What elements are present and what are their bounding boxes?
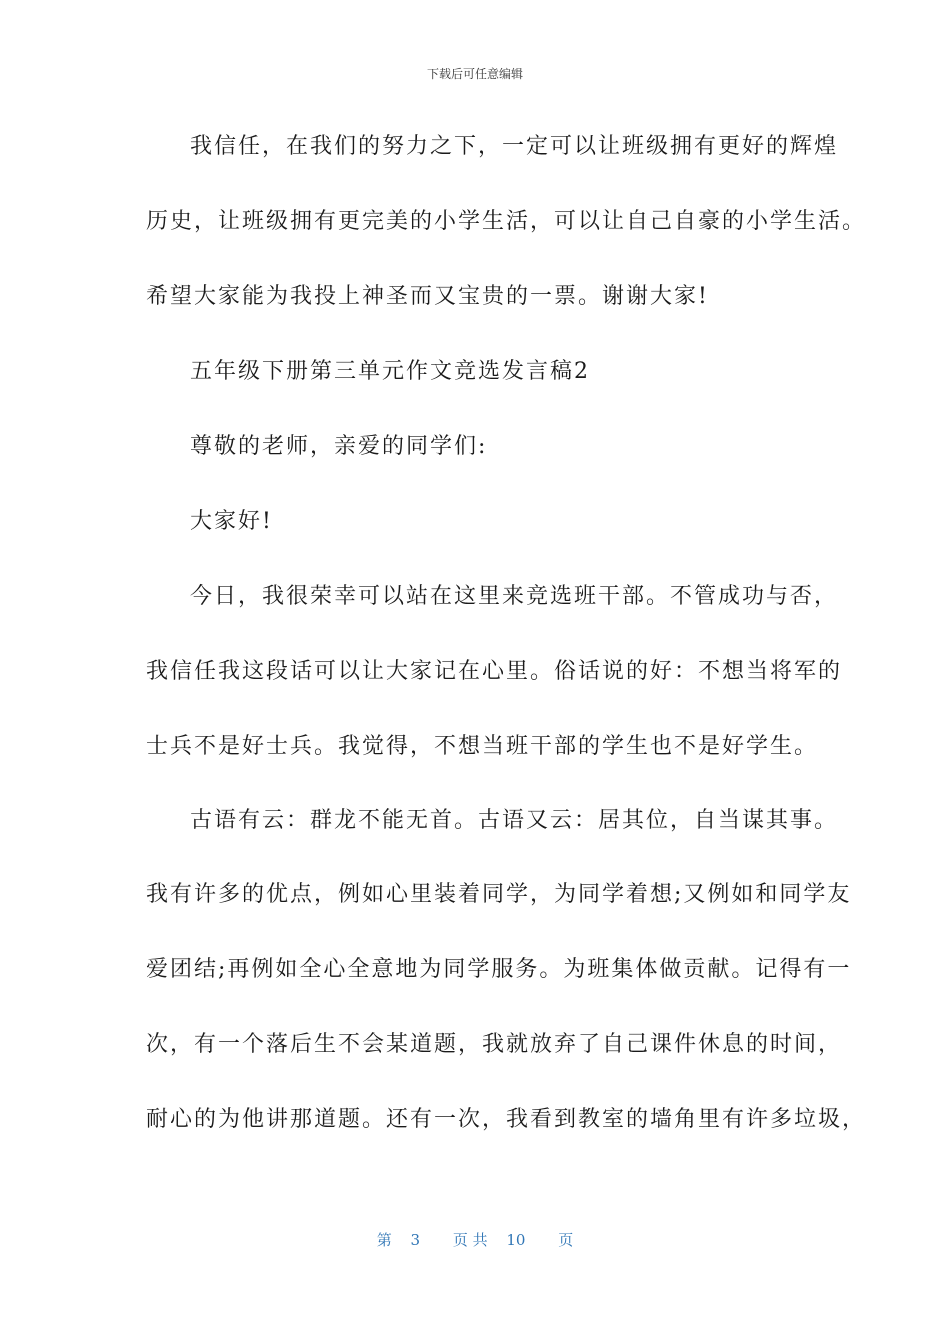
text-line: 今日，我很荣幸可以站在这里来竞选班干部。不管成功与否， [190, 584, 839, 609]
page-label-prefix: 第 [376, 1231, 392, 1249]
text-line: 我有许多的优点，例如心里装着同学，为同学着想;又例如和同学友 [146, 882, 852, 907]
text-line: 次，有一个落后生不会某道题，我就放弃了自己课件休息的时间， [146, 1032, 843, 1057]
total-pages-number: 10 [506, 1231, 526, 1249]
text-line: 爱团结;再例如全心全意地为同学服务。为班集体做贡献。记得有一 [146, 957, 852, 982]
page-header: 下载后可任意编辑 [426, 67, 523, 81]
greeting: 大家好! [190, 509, 273, 534]
page-label-suffix: 页 [558, 1231, 574, 1249]
text-line: 我信任我这段话可以让大家记在心里。俗话说的好：不想当将军的 [146, 659, 843, 684]
salutation: 尊敬的老师，亲爱的同学们: [190, 434, 488, 459]
page-footer [0, 1230, 950, 1250]
text-line: 古语有云：群龙不能无首。古语又云：居其位，自当谋其事。 [190, 808, 839, 833]
text-line: 历史，让班级拥有更完美的小学生活，可以让自己自豪的小学生活。 [146, 209, 867, 234]
section-heading: 五年级下册第三单元作文竞选发言稿2 [190, 359, 590, 384]
text-line: 我信任，在我们的努力之下，一定可以让班级拥有更好的辉煌 [190, 134, 839, 159]
page-label-mid: 页 共 [452, 1231, 488, 1249]
current-page-number: 3 [410, 1231, 421, 1249]
text-line: 耐心的为他讲那道题。还有一次，我看到教室的墙角里有许多垃圾， [146, 1107, 867, 1132]
text-line: 士兵不是好士兵。我觉得，不想当班干部的学生也不是好学生。 [146, 734, 819, 759]
text-line: 希望大家能为我投上神圣而又宝贵的一票。谢谢大家! [146, 284, 709, 309]
